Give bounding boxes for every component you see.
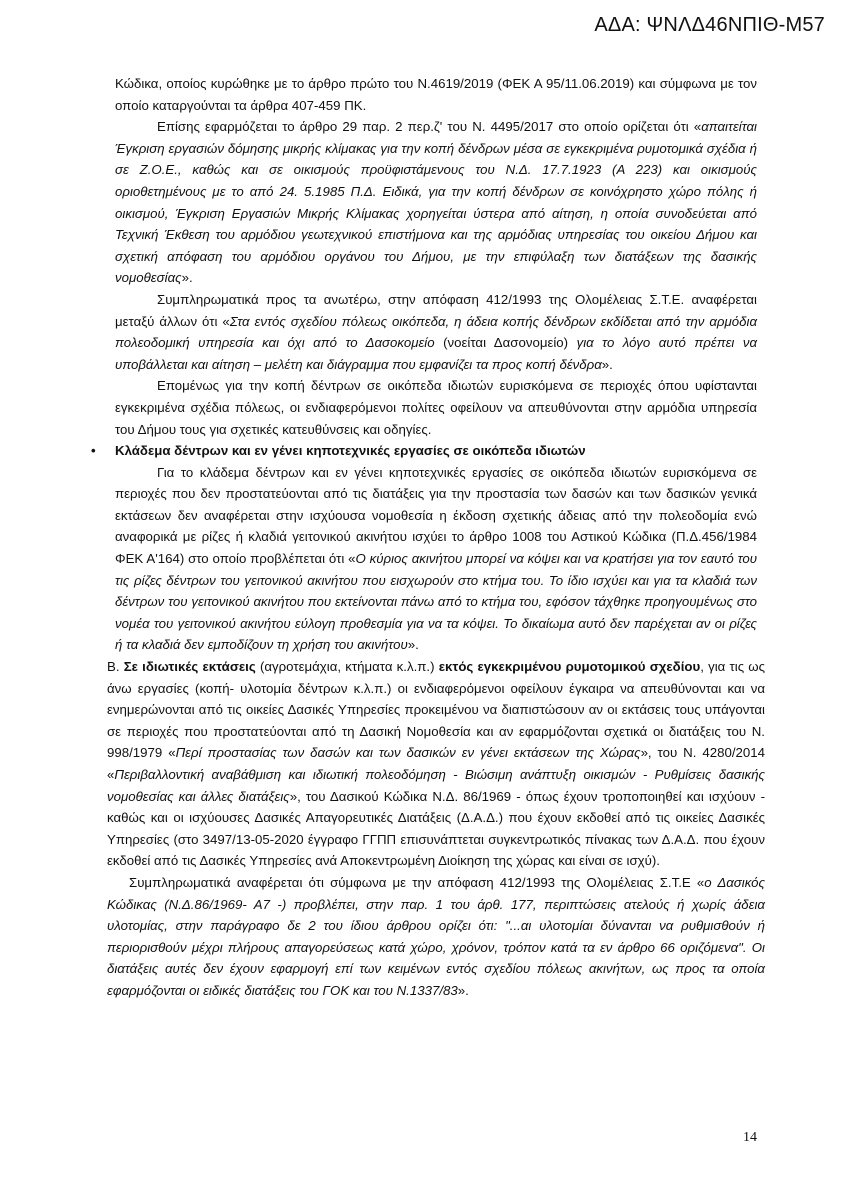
bold-text: Σε ιδιωτικές εκτάσεις (123, 659, 256, 675)
paragraph-text: Επίσης εφαρμόζεται το άρθρο 29 παρ. 2 περ.ζ' του Ν. 4495/2017 στο οποίο ορίζεται ότι « (157, 119, 702, 135)
paragraph-text: ». (181, 270, 193, 286)
paragraph-section-b (107, 656, 765, 872)
paragraph-ste-decision (115, 289, 757, 375)
bullet-heading-text: Κλάδεμα δέντρων και εν γένει κηποτεχνικές εργασίες σε οικόπεδα ιδιωτών (115, 443, 586, 459)
paragraph-text: (νοείται Δασονομείο) (434, 335, 577, 351)
paragraph-text: , για τις ως άνω εργασίες (κοπή- υλοτομία δέντρων κ.λ.π.) οι ενδιαφερόμενοι οφείλουν έγκαιρα να απευθύνονται και να ενημερώνονται από τις οικείες Δασικές Υπηρεσίες προκειμένου να διαπιστώσουν αν οι εκτάσεις τους υπάγονται σε περιοχές που προστατεύονται από τη Δασική Νομοθεσία και αν εφαρμόζονται σχετικά οι διατάξεις του Ν. 998/1979 « (107, 659, 766, 761)
paragraph-forest-code (107, 872, 765, 1002)
paragraph-article-29 (115, 116, 757, 289)
document-body (91, 73, 766, 1002)
law-title: Περί προστασίας των δασών και των δασικών εν γένει εκτάσεων της Χώρας (175, 745, 641, 761)
bullet-heading (91, 440, 757, 462)
paragraph-text: Επομένως για την κοπή δέντρων σε οικόπεδα ιδιωτών ευρισκόμενα σε περιοχές όπου υφίστανται εγκεκριμένα σχέδια πόλεως, οι ενδιαφερόμενοι πολίτες οφείλουν να απευθύνονται στην αρμόδια υπηρεσία του Δήμου τους για σχετικές κατευθύνσεις και οδηγίες. (115, 378, 757, 437)
paragraph-text: Κώδικα, οποίος κυρώθηκε με το άρθρο πρώτο του Ν.4619/2019 (ΦΕΚ Α 95/11.06.2019) και σύμφωνα με τον οποίο καταργούνται τα άρθρα 407-459 ΠΚ. (115, 76, 757, 113)
paragraph-conclusion (115, 375, 757, 440)
quoted-law-text: για το λόγο αυτό πρέπει να υποβάλλεται και αίτηση – μελέτη και διάγραμμα που εμφανίζει τα προς κοπή δένδρα (115, 335, 757, 372)
bullet-icon: • (91, 443, 96, 459)
paragraph-text: ». (601, 356, 613, 372)
paragraph-text: Για το κλάδεμα δέντρων και εν γένει κηποτεχνικές εργασίες σε οικόπεδα ιδιωτών ευρισκόμενα σε περιοχές που δεν προστατεύονται από τις διατάξεις για την προστασία των δασών και των δασικών γενικά εκτάσεων δεν αναφέρεται στην ισχύουσα νομοθεσία η έκδοση σχετικής άδειας από την πολεοδομία ενώ αναφορικά με ρίζες ή κλαδιά γειτονικού ακινήτου ισχύει το άρθρο 1008 του Αστικού Κώδικα (Π.Δ.456/1984 ΦΕΚ Α'164) στο οποίο προβλέπεται ότι « (115, 464, 757, 567)
paragraph-continuation (115, 73, 757, 116)
page-number: 14 (743, 1130, 757, 1145)
quoted-law-text: απαιτείται Έγκριση εργασιών δόμησης μικρής κλίμακας για την κοπή δένδρων μέσα σε εγκεκριμένα ρυμοτομικά σχέδια ή σε Ζ.Ο.Ε., καθώς και σε οικισμούς προϋφιστάμενους του Ν.Δ. 17.7.1923 (Α 223) και οικισμούς οριοθετημένους με το από 24. 5.1985 Π.Δ. Ειδικά, για την κοπή δένδρων σε κοινόχρηστο χώρο πόλης ή οικισμού, Έγκριση Εργασιών Μικρής Κλίμακας χορηγείται ύστερα από αίτηση, η οποία συνοδεύεται από Τεχνική Έκθεση του αρμόδιου γεωτεχνικού επιστήμονα και της αρμόδιας υπηρεσίας του οικείου Δήμου και σχετική απόφαση του αρμόδιου οργάνου του Δήμου, με την επιφύλαξη των διατάξεων της δασικής νομοθεσίας (115, 119, 757, 286)
section-label: Β. (107, 659, 124, 675)
paragraph-text: », του Δασικού Κώδικα Ν.Δ. 86/1969 - όπως έχουν τροποποιηθεί και ισχύουν - καθώς και οι ισχύουσες Δασικές Απαγορευτικές Διατάξεις (Δ.Α.Δ.) που έχουν εκδοθεί από τις οικείες Δασικές Υπηρεσίες (στο 3497/13-05-2020 έγγραφο ΓΓΠΠ επισυνάπτεται συγκεντρωτικός πίνακας των Δ.Α.Δ. που έχουν εκδοθεί από τις Δασικές Υπηρεσίες ανά Αποκεντρωμένη Διοίκηση της χώρας και είναι σε ισχύ). (107, 788, 765, 869)
ada-code-header: ΑΔΑ: ΨΝΛΔ46ΝΠΙΘ-Μ57 (594, 14, 825, 36)
quoted-law-text: ο Δασικός Κώδικας (Ν.Δ.86/1969- Α7 -) προβλέπει, στην παρ. 1 του άρθ. 177, περιπτώσεις ατελούς ή χωρίς άδεια υλοτομίας, στην παράγραφο δε 2 του ίδιου άρθρου ορίζει ότι: "...αι υλοτομίαι δύνανται να ρυθμισθούν ή περιορισθούν μέχρι πλήρους απαγορεύσεως κατά χώρο, χρόνον, τρόπον κατά τα εν άρθρο 66 οριζόμενα". Οι διατάξεις αυτές δεν έχουν εφαρμογή επί των κειμένων εντός σχεδίου πόλεως ακινήτων, ως προς τα οποία εφαρμόζονται οι ειδικές διατάξεις του ΓΟΚ και του Ν.1337/83 (107, 874, 765, 998)
quoted-law-text: Ο κύριος ακινήτου μπορεί να κόψει και να κρατήσει για τον εαυτό του τις ρίζες δέντρων του γειτονικού ακινήτου που εισχωρούν στο κτήμα του. Το ίδιο ισχύει και για τα κλαδιά των δέντρων του γειτονικού ακινήτου που εκτείνονται πάνω από το κτήμα του, εφόσον τάχθηκε προηγουμένως στο νομέα του γειτονικού ακινήτου εύλογη προθεσμία για να τα κόψει. Το δικαίωμα αυτό δεν παρέχεται αν οι ρίζες ή τα κλαδιά δεν εμποδίζουν τη χρήση του ακινήτου (115, 551, 757, 653)
bold-text: εκτός εγκεκριμένου ρυμοτομικού σχεδίου (438, 659, 701, 675)
paragraph-text: Συμπληρωματικά αναφέρεται ότι σύμφωνα με την απόφαση 412/1993 της Ολομέλειας Σ.Τ.Ε « (129, 874, 705, 890)
law-title: Περιβαλλοντική αναβάθμιση και ιδιωτική πολεοδόμηση - Βιώσιμη ανάπτυξη οικισμών - Ρυθμίσεις δασικής νομοθεσίας και άλλες διατάξεις (107, 767, 765, 804)
paragraph-text: Συμπληρωματικά προς τα ανωτέρω, στην απόφαση 412/1993 της Ολομέλειας Σ.Τ.Ε. αναφέρεται μεταξύ άλλων ότι « (115, 291, 757, 329)
paragraph-pruning (115, 462, 757, 656)
quoted-law-text: Στα εντός σχεδίου πόλεως οικόπεδα, η άδεια κοπής δένδρων εκδίδεται από την αρμόδια πολεοδομική υπηρεσία και όχι από το Δασοκομείο (115, 313, 757, 351)
paragraph-text: ». (457, 982, 469, 998)
paragraph-text: (αγροτεμάχια, κτήματα κ.λ.π.) (255, 659, 439, 675)
paragraph-text: ». (407, 637, 419, 653)
paragraph-text: », του Ν. 4280/2014 « (107, 745, 765, 782)
